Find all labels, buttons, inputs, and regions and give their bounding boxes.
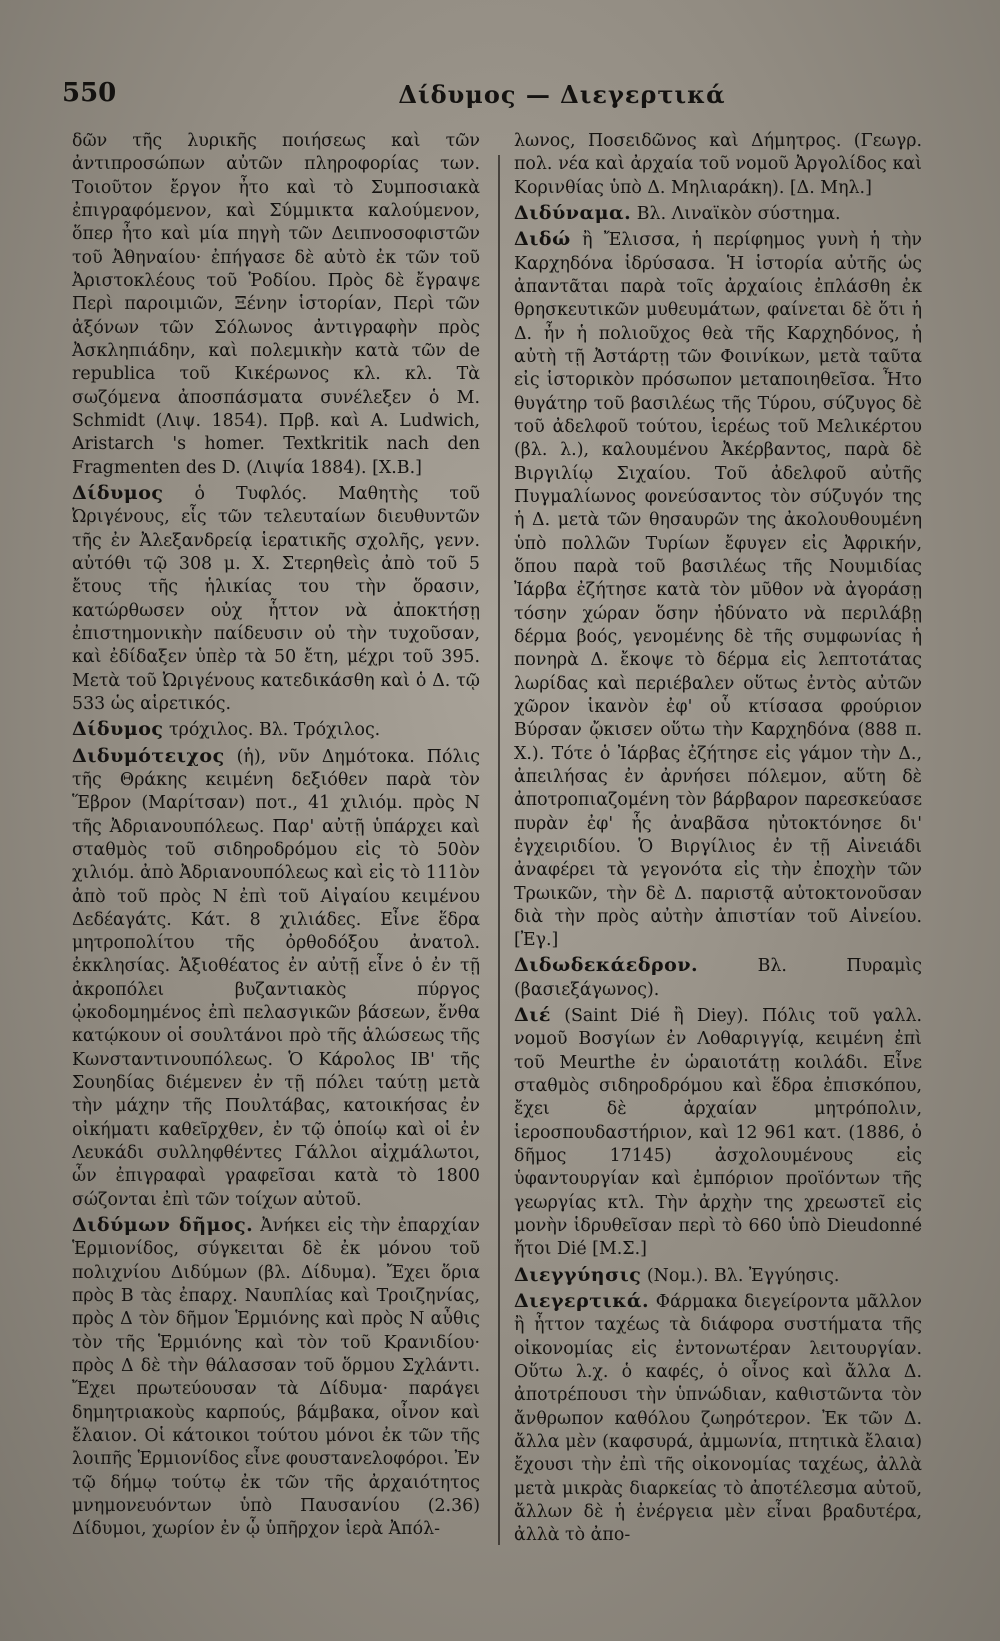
entry-text: Βλ. Πυραμὶς (βασιεξάγωνος). — [514, 956, 922, 1000]
entry-headword: Δίδυμος — [72, 481, 164, 504]
entry-text: ἢ Ἔλισσα, ἡ περίφημος γυνὴ ἡ τὴν Καρχηδόνα ἱδρύσασα. Ἡ ἱστορία αὐτῆς ὡς ἀπαντᾶται παρὰ τοῖς ἀρχαίοις ἐπλάσθη ἐκ θρησκευτικῶν μυθευμάτων, φαίνεται δὲ ὅτι ἡ Δ. ἦν ἡ πολιοῦχος θεὰ τῆς Καρχηδόνος, ἡ αὐτὴ τῇ Ἀστάρτῃ τῶν Φοινίκων, μετὰ ταῦτα εἰς ἱστορικὸν πρόσωπον μεταποιηθεῖσα. Ἦτο θυγάτηρ τοῦ βασιλέως τῆς Τύρου, σύζυγος δὲ τοῦ ἀδελφοῦ τούτου, ἱερέως τοῦ Μελικέρτου (βλ. λ.), καλουμένου Ἀκέρβαντος, παρὰ δὲ Βιργιλίῳ Σιχαίου. Τοῦ ἀδελφοῦ αὐτῆς Πυγμαλίωνος φονεύσαντος τὸν σύζυγόν της ἡ Δ. μετὰ τῶν θησαυρῶν της ἀκολουθουμένη ὑπὸ πολλῶν Τυρίων ἔφυγεν εἰς Ἀφρικήν, ὅπου παρὰ τοῦ βασιλέως τῆς Νουμιδίας Ἰάρβα ἐζήτησε κατὰ τὸν μῦθον νὰ ἀγοράσῃ τόσην χώραν ὅσην ἠδύνατο νὰ περιλάβῃ δέρμα βοός, γενομένης δὲ τῆς συμφωνίας ἡ πονηρὰ Δ. ἔκοψε τὸ δέρμα εἰς λεπτοτάτας λωρίδας καὶ περιέβαλεν οὕτως ἐντὸς αὐτῶν χῶρον ἱκανὸν ἐφ' οὗ κτίσασα φρούριον Βύρσαν ᾤκισεν οὕτω τὴν Καρχηδόνα (888 π. Χ.). Τότε ὁ Ἰάρβας ἐζήτησε εἰς γάμον τὴν Δ., ἀπειλήσας ἐν ἀρνήσει πόλεμον, αὕτη δὲ ἀποτροπιαζομένη τὸν βάρβαρον παρεσκεύασε πυρὰν ἐφ' ἧς ἀναβᾶσα ηὐτοκτόνησε δι' ἐγχειριδίου. Ὁ Βιργίλιος ἐν τῇ Αἰνειάδι ἀναφέρει τὰ γεγονότα εἰς τὴν ἐποχὴν τῶν Τρωικῶν, τὴν δὲ Δ. παριστᾷ αὐτοκτονοῦσαν διὰ τὴν πρὸς αὐτὴν ἀπιστίαν τοῦ Αἰνείου. [Ἐγ.] — [514, 230, 922, 951]
page-number: 550 — [62, 78, 117, 108]
entry-text: (ἡ), νῦν Δημότοκα. Πόλις τῆς Θράκης κειμένη δεξιόθεν παρὰ τὸν Ἕβρον (Μαρίτσαν) ποτ., 41 χιλιόμ. πρὸς Ν τῆς Ἀδριανουπόλεως. Παρ' αὐτῇ ὑπάρχει καὶ σταθμὸς τοῦ σιδηροδρόμου εἰς τὸ 50ὸν χιλιόμ. ἀπὸ Ἀδριανουπόλεως καὶ εἰς τὸ 111ὸν ἀπὸ τοῦ πρὸς Ν ἐπὶ τοῦ Αἰγαίου κειμένου Δεδέαγάτς. Κάτ. 8 χιλιάδες. Εἶνε ἕδρα μητροπολίτου τῆς ὀρθοδόξου ἀνατολ. ἐκκλησίας. Ἀξιοθέατος ἐν αὐτῇ εἶνε ὁ ἐν τῇ ἀκροπόλει βυζαντιακὸς πύργος ᾠκοδομημένος ἐπὶ πελασγικῶν βάσεων, ἔνθα κατῴκουν οἱ σουλτάνοι πρὸ τῆς ἁλώσεως τῆς Κωνσταντινουπόλεως. Ὁ Κάρολος ΙΒ' τῆς Σουηδίας διέμενεν ἐν τῇ πόλει ταύτῃ μετὰ τὴν μάχην τῆς Πουλτάβας, κατοικήσας ἐν οἰκήματι καθεῖρχθεν, ἐν τῷ ὁποίῳ καὶ οἱ ἐν Λευκάδι συλληφθέντες Γάλλοι αἰχμάλωτοι, ὧν ἐπιγραφαὶ γραφεῖσαι κατὰ τὸ 1800 σώζονται ἐπὶ τῶν τοίχων αὐτοῦ. — [72, 746, 480, 1210]
entry-headword: Διδυμότειχος — [72, 744, 225, 767]
dictionary-entry — [514, 228, 922, 952]
entry-headword: Διεγερτικά. — [514, 1290, 650, 1313]
page-header — [62, 78, 952, 118]
dictionary-entry — [514, 954, 922, 1002]
entry-text: τρόχιλος. Βλ. Τρόχιλος. — [168, 720, 381, 741]
column-divider — [498, 155, 500, 1545]
dictionary-entry — [72, 482, 480, 716]
entry-text: (Saint Dié ἢ Diey). Πόλις τοῦ γαλλ. νομοῦ Βοσγίων ἐν Λοθαριγγίᾳ, κειμένη ἐπὶ τοῦ Meurthe ἐν ὡραιοτάτῃ κοιλάδι. Εἶνε σταθμὸς σιδηροδρόμου καὶ ἕδρα ἐπισκόπου, ἔχει δὲ ἀρχαίαν μητρόπολιν, ἱεροσπουδαστήριον, καὶ 12 961 κατ. (1886, ὁ δῆμος 17145) ἀσχολουμένους εἰς ὑφαντουργίαν καὶ ἐμπόριον προϊόντων τῆς γεωργίας κτλ. Τὴν ἀρχὴν της χρεωστεῖ εἰς μονὴν ἱδρυθεῖσαν περὶ τὸ 660 ὑπὸ Dieudonné ἤτοι Dié [Μ.Σ.] — [514, 1006, 923, 1260]
entry-text: ὁ Τυφλός. Μαθητὴς τοῦ Ὠριγένους, εἷς τῶν τελευταίων διευθυντῶν τῆς ἐν Ἀλεξανδρείᾳ ἱερατικῆς σχολῆς, γενν. αὐτόθι τῷ 308 μ. Χ. Στερηθεὶς ἀπὸ τοῦ 5 ἔτους τῆς ἡλικίας του τὴν ὅρασιν, κατώρθωσεν οὐχ ἧττον νὰ ἀποκτήσῃ ἐπιστημονικὴν παίδευσιν οὐ τὴν τυχοῦσαν, καὶ ἐδίδαξεν ὑπὲρ τὰ 50 ἔτη, μέχρι τοῦ 395. Μετὰ τοῦ Ὠριγένους κατεδικάσθη καὶ ὁ Δ. τῷ 533 ὡς αἱρετικός. — [72, 483, 481, 714]
dictionary-entry — [514, 130, 922, 200]
entry-headword: Διδύμων δῆμος. — [72, 1214, 254, 1237]
dictionary-entry — [72, 1214, 480, 1542]
dictionary-entry — [514, 202, 922, 226]
dictionary-entry — [514, 1290, 922, 1548]
entry-text: Φάρμακα διεγείροντα μᾶλλον ἢ ἧττον ταχέως τὰ διάφορα συστήματα τῆς οἰκονομίας εἰς ἐντονωτέραν λειτουργίαν. Οὕτω λ.χ. ὁ καφές, ὁ οἶνος καὶ ἄλλα Δ. ἀποτρέπουσι τὴν ὑπνώδιαν, καθιστῶντα τὸν ἄνθρωπον καθόλου ζωηρότερον. Ἐκ τῶν Δ. ἄλλα μὲν (καφσυρά, ἀμμωνία, πτητικὰ ἔλαια) ἔχουσι τὴν ἐπὶ τῆς οἰκονομίας ταχέως, ἀλλὰ μετὰ μικρὰς διαρκείας τὸ ἀποτέλεσμα αὐτοῦ, ἄλλων δὲ ἡ ἐνέργεια μὲν εἶναι βραδυτέρα, ἀλλὰ τὸ ἀπο- — [514, 1292, 922, 1546]
right-column — [514, 130, 922, 1548]
entry-headword: Διεγγύησις — [514, 1263, 642, 1286]
running-head: Δίδυμος — Διεγερτικά — [398, 80, 726, 109]
entry-text: λωνος, Ποσειδῶνος καὶ Δήμητρος. (Γεωγρ. πολ. νέα καὶ ἀρχαία τοῦ νομοῦ Ἀργολίδος καὶ Κορινθίας ὑπὸ Δ. Μηλιαράκη). [Δ. Μηλ.] — [514, 131, 922, 198]
dictionary-entry — [72, 745, 480, 1213]
dictionary-entry — [72, 130, 480, 480]
entry-headword: Διδώ — [514, 228, 571, 251]
entry-text: (Νομ.). Βλ. Ἐγγύησις. — [646, 1265, 840, 1286]
entry-headword: Διδωδεκάεδρον. — [514, 954, 699, 977]
entry-text: δῶν τῆς λυρικῆς ποιήσεως καὶ τῶν ἀντιπροσώπων αὐτῶν πληροφορίας των. Τοιοῦτον ἔργον ἦτο καὶ τὸ Συμποσιακὰ ἐπιγραφόμενον, καὶ Σύμμικτα καλούμενον, ὅπερ ἦτο καὶ μία πηγὴ τῶν Δειπνοσοφιστῶν τοῦ Ἀθηναίου· ἐπήγασε δὲ αὐτὸ ἐκ τῶν τοῦ Ἀριστοκλέους τοῦ Ῥοδίου. Πρὸς δὲ ἔγραψε Περὶ παροιμιῶν, Ξένην ἱστορίαν, Περὶ τῶν ἀξόνων τῶν Σόλωνος ἀντιγραφὴν πρὸς Ἀσκληπιάδην, καὶ πολεμικὴν κατὰ τῶν de republica τοῦ Κικέρωνος κλ. κλ. Τὰ σωζόμενα ἀποσπάσματα συνέλεξεν ὁ M. Schmidt (Λιψ. 1854). Πρβ. καὶ A. Ludwich, Aristarch 's homer. Textkritik nach den Fragmenten des D. (Λιψία 1884). [Χ.Β.] — [72, 131, 480, 478]
entry-headword: Διδύναμα. — [514, 201, 632, 224]
dictionary-entry — [514, 1004, 922, 1262]
entry-text: Βλ. Λιναϊκὸν σύστημα. — [636, 203, 841, 224]
left-column — [72, 130, 480, 1542]
dictionary-entry — [72, 718, 480, 742]
entry-headword: Διέ — [514, 1004, 551, 1027]
dictionary-entry — [514, 1264, 922, 1288]
entry-headword: Δίδυμος — [72, 718, 164, 741]
entry-text: Ἀνήκει εἰς τὴν ἐπαρχίαν Ἑρμιονίδος, σύγκειται δὲ ἐκ μόνου τοῦ πολιχνίου Διδύμων (βλ. Δίδυμα). Ἔχει ὅρια πρὸς Β τὰς ἐπαρχ. Ναυπλίας καὶ Τροιζηνίας, πρὸς Δ τὸν δῆμον Ἑρμιόνης καὶ πρὸς Ν αὖθις τὸν τῆς Ἑρμιόνης καὶ τὸν τοῦ Κρανιδίου· πρὸς Δ δὲ τὴν θάλασσαν τοῦ ὅρμου Σχλάντι. Ἔχει πρωτεύουσαν τὰ Δίδυμα· παράγει δημητριακοὺς καρπούς, βάμβακα, οἶνον καὶ ἔλαιον. Οἱ κάτοικοι τούτου μόνοι ἐκ τῶν τῆς λοιπῆς Ἑρμιονίδος εἶνε φουστανελοφόροι. Ἐν τῷ δήμῳ τούτῳ ἐκ τῶν τῆς ἀρχαιότητος μνημονευόντων ὑπὸ Παυσανίου (2.36) Δίδυμοι, χωρίον ἐν ᾧ ὑπῆρχον ἱερὰ Ἀπόλ- — [72, 1216, 480, 1540]
